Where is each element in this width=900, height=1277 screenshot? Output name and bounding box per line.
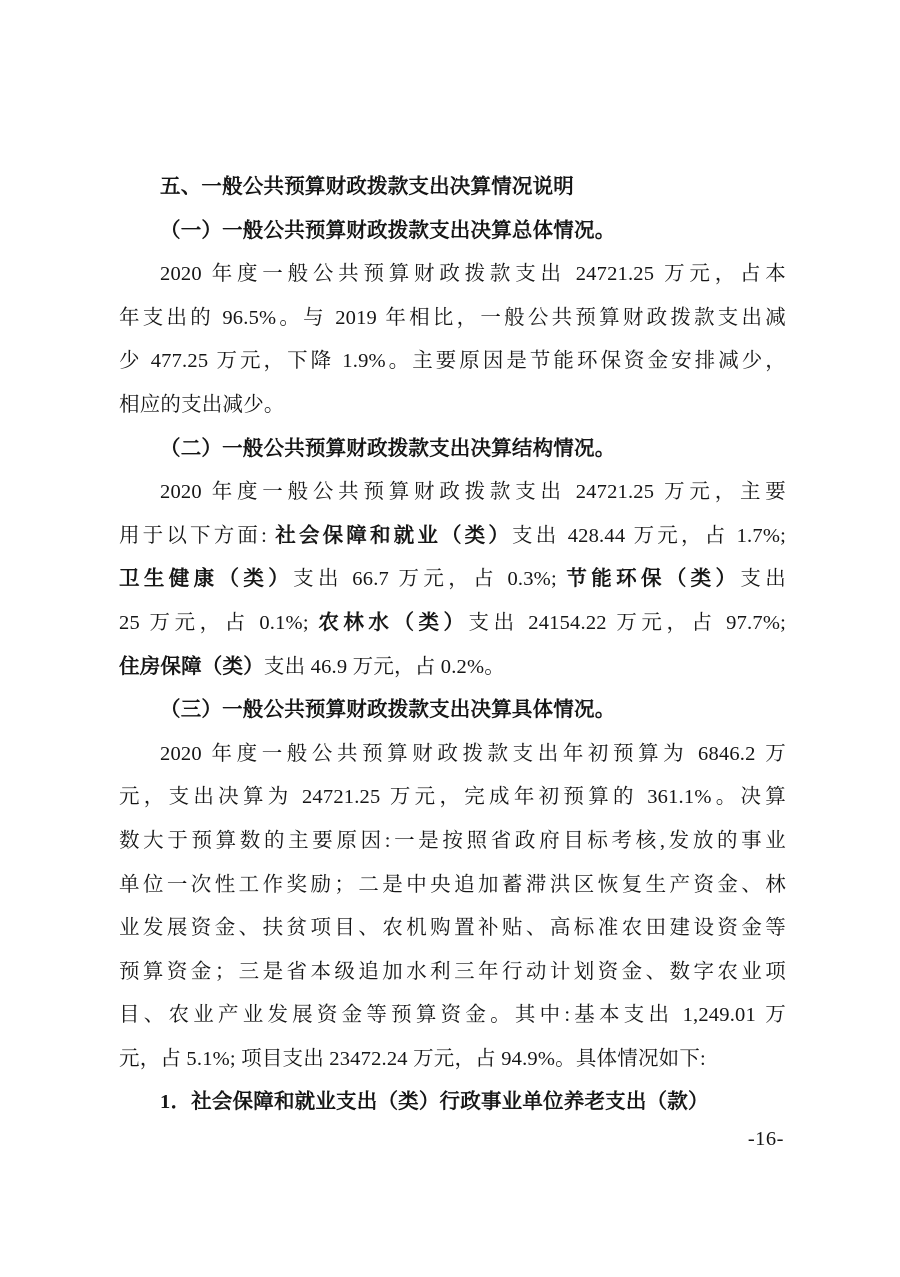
body-text-line xyxy=(119,253,786,297)
body-text-line xyxy=(119,515,786,559)
body-text-line xyxy=(119,384,786,428)
heading-text: （二）一般公共预算财政拨款支出决算结构情况。 xyxy=(160,437,616,460)
bold-term: 农林水（类） xyxy=(318,611,469,634)
body-text-line xyxy=(119,340,786,384)
body-text-line xyxy=(119,1038,786,1082)
heading-text: 五、一般公共预算财政拨款支出决算情况说明 xyxy=(160,176,574,198)
text-segment: 25 万元，占 0.1%; xyxy=(119,611,319,634)
text-segment: 单位一次性工作奖励；二是中央追加蓄滞洪区恢复生产资金、林 xyxy=(119,873,786,896)
text-segment: 数大于预算数的主要原因:一是按照省政府目标考核,发放的事业 xyxy=(119,829,786,852)
text-segment: 支出 66.7 万元，占 0.3%; xyxy=(293,568,567,591)
body-text-line xyxy=(119,820,786,864)
text-segment: 支出 428.44 万元，占 1.7%; xyxy=(512,524,786,547)
section-heading-level2-3 xyxy=(119,689,786,733)
text-segment: 支出 24154.22 万元，占 97.7%; xyxy=(468,611,786,634)
page-number: -16- xyxy=(747,1128,784,1150)
section-heading-level1 xyxy=(119,166,786,210)
text-segment: 支出 xyxy=(740,568,786,591)
heading-text: 1．社会保障和就业支出（类）行政事业单位养老支出（款） xyxy=(160,1091,709,1114)
bold-term: 节能环保（类） xyxy=(566,568,741,591)
body-text-line xyxy=(119,602,786,646)
body-text-line xyxy=(119,471,786,515)
section-heading-level2-1 xyxy=(119,210,786,254)
body-text-line xyxy=(119,951,786,995)
numbered-subheading xyxy=(119,1081,786,1125)
document-text-block xyxy=(119,166,786,1125)
body-text-line xyxy=(119,646,786,690)
heading-text: （一）一般公共预算财政拨款支出决算总体情况。 xyxy=(160,219,616,242)
text-segment: 业发展资金、扶贫项目、农机购置补贴、高标准农田建设资金等 xyxy=(119,917,786,940)
text-segment: 目、农业产业发展资金等预算资金。其中:基本支出 1,249.01 万 xyxy=(119,1004,786,1027)
body-text-line xyxy=(119,776,786,820)
body-text-line xyxy=(119,733,786,777)
bold-term: 住房保障（类） xyxy=(119,655,264,678)
body-text-line xyxy=(119,907,786,951)
text-segment: 支出 46.9 万元，占 0.2%。 xyxy=(263,655,505,678)
text-segment: 2020 年度一般公共预算财政拨款支出年初预算为 6846.2 万 xyxy=(160,742,786,765)
text-segment: 预算资金；三是省本级追加水利三年行动计划资金、数字农业项 xyxy=(119,960,786,983)
text-segment: 元，占 5.1%; 项目支出 23472.24 万元，占 94.9%。具体情况如下: xyxy=(119,1047,706,1070)
section-heading-level2-2 xyxy=(119,428,786,472)
text-segment: 元，支出决算为 24721.25 万元，完成年初预算的 361.1%。决算 xyxy=(119,786,786,809)
text-segment: 用于以下方面: xyxy=(119,524,276,547)
text-segment: 2020 年度一般公共预算财政拨款支出 24721.25 万元，主要 xyxy=(160,481,786,504)
body-text-line xyxy=(119,994,786,1038)
body-text-line xyxy=(119,297,786,341)
text-segment: 年支出的 96.5%。与 2019 年相比，一般公共预算财政拨款支出减 xyxy=(119,306,786,329)
text-segment: 相应的支出减少。 xyxy=(119,393,285,416)
text-segment: 少 477.25 万元，下降 1.9%。主要原因是节能环保资金安排减少， xyxy=(119,350,786,373)
heading-text: （三）一般公共预算财政拨款支出决算具体情况。 xyxy=(160,699,616,722)
text-segment: 2020 年度一般公共预算财政拨款支出 24721.25 万元，占本 xyxy=(160,263,786,286)
bold-term: 卫生健康（类） xyxy=(119,568,294,591)
body-text-line xyxy=(119,864,786,908)
bold-term: 社会保障和就业（类） xyxy=(275,524,513,547)
body-text-line xyxy=(119,558,786,602)
